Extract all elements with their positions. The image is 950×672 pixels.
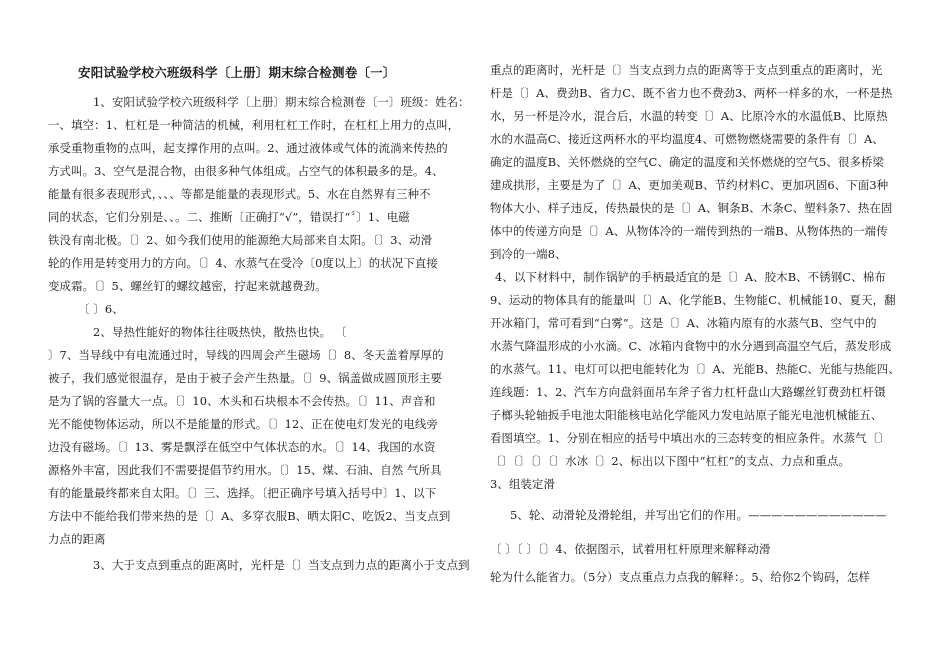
- text-line: 边没有磁场。〔〕13、雾是飘浮在低空中气体状态的水。〔〕14、我国的水资: [48, 440, 436, 454]
- text-line: 光不能使物体运动，所以不是能量的形式。〔〕12、正在使电灯发光的电线旁: [48, 417, 438, 431]
- text-line: 体中的传递方向是〔〕A、从物体冷的一端传到热的一端B、从物体热的一端传: [490, 224, 888, 238]
- text-line: 轮为什么能省力。（5分）支点重点力点我的解释：。5、给你2个钩码，怎样: [490, 570, 871, 584]
- text-line: 方法中不能给我们带来热的是〔〕A、多穿衣服B、晒太阳C、吃饭2、当支点到: [48, 509, 451, 523]
- text-line: 3、组装定滑: [490, 477, 556, 491]
- text-line: 同的状态，它们分别是、、。二、推断〔正确打“√”，错误打“〞〕1、电磁: [48, 210, 410, 224]
- text-line: 能量有很多表现形式，、、、等都是能量的表现形式。5、水在自然界有三种不: [48, 187, 431, 201]
- text-line: 是为了锅的容量大一点。〔〕10、木头和石块根本不会传热。〔〕11、声音和: [48, 394, 436, 408]
- text-line: 有的能量最终都来自太阳。〔〕三、选择。〔把正确序号填入括号中〕1、以下: [48, 486, 437, 500]
- text-line: 杆是〔〕A、费劲B、省力C、既不省力也不费劲3、两杯一样多的水，一杯是热: [490, 86, 893, 100]
- text-line: 确定的温度B、关怀燃烧的空气C、确定的温度和关怀燃烧的空气5、很多桥梁: [490, 155, 885, 169]
- document-title: 安阳试验学校六班级科学〔上册〕期末综合检测卷〔一〕: [78, 65, 396, 80]
- text-line: 看图填空。1、分别在相应的括号中填出水的三态转变的相应条件。水蒸气〔〕: [490, 431, 890, 445]
- text-line: 重点的距离时，光杆是〔〕当支点到力点的距离等于支点到重点的距离时，光: [490, 63, 883, 77]
- text-line: 一、填空：1、杠杠是一种简洁的机械，利用杠杠工作时，在杠杠上用力的点叫，: [48, 118, 460, 132]
- text-line: 2、导热性能好的物体往往吸热快，散热也快。 〔: [93, 325, 347, 339]
- text-line: 建成拱形，主要是为了〔〕A、更加美观B、节约材料C、更加巩固6、下面3种: [490, 178, 889, 192]
- text-line: 变成霜。〔〕5、螺丝钉的螺纹越密，拧起来就越费劲。: [48, 279, 327, 293]
- text-line: 方式叫。3、空气是混合物，由很多种气体组成。占空气的体积最多的是。4、: [48, 164, 444, 178]
- text-line: 源格外丰富，因此我们不需要提倡节约用水。〔〕15、煤、石油、自然 气所具: [48, 463, 442, 477]
- text-line: 轮的作用是转变用力的方向。〔〕4、水蒸气在受冷〔0度以上〕的状况下直接: [48, 256, 438, 270]
- text-line: 水，另一杯是冷水，混合后，水温的转变〔〕A、比原冷水的水温低B、比原热: [490, 109, 888, 123]
- text-line: 〔〕〔〕〔〕〔〕水冰〔〕2、标出以下图中“杠杠”的支点、力点和重点。: [490, 454, 851, 468]
- text-line: 〕7、当导线中有电流通过时，导线的四周会产生磁场〔〕8、冬天盖着厚厚的: [48, 348, 444, 362]
- text-line: 承受重物重物的点叫，起支撑作用的点叫。2、通过液体或气体的流淌来传热的: [48, 141, 448, 155]
- text-line: 9、运动的物体具有的能量叫〔〕A、化学能B、生物能C、机械能10、夏天，翻: [490, 293, 896, 307]
- text-line: 〔 〕6、: [78, 302, 124, 316]
- text-line: 连线题：1、2、汽车方向盘斜面吊车斧子省力杠杆盘山大路螺丝钉费劲杠杆镊: [490, 385, 886, 399]
- text-line: 到冷的一端8、: [490, 247, 567, 261]
- text-line: 铁没有南北极。〔〕2、如今我们使用的能源绝大局部来自太阳。〔〕3、动滑: [48, 233, 433, 247]
- text-line: 开冰箱门，常可看到“白雾”。这是〔〕A、冰箱内原有的水蒸气B、空气中的: [490, 316, 877, 330]
- text-line: 5、轮、动滑轮及滑轮组，并写出它们的作用。————————————: [510, 508, 887, 522]
- text-line: 4、以下材料中，制作锅铲的手柄最适宜的是〔〕A、胶木B、不锈钢C、棉布: [495, 270, 886, 284]
- text-line: 力点的距离: [48, 532, 106, 546]
- text-line: 水的水温高C、接近这两杯水的平均温度4、可燃物燃烧需要的条件有〔〕A、: [490, 132, 884, 146]
- text-line: 1、安阳试验学校六班级科学〔上册〕期末综合检测卷〔一〕班级：姓名：: [93, 95, 470, 109]
- text-line: 〔 〕〔 〕〔〕4、依据图示，试着用杠杆原理来解释动滑: [490, 542, 771, 556]
- text-line: 被子，我们感觉很温存，是由于被子会产生热量。〔〕9、锅盖做成圆顶形主要: [48, 371, 443, 385]
- text-line: 物体大小、样子违反，传热最快的是〔〕A、铜条B、木条C、塑料条7、热在固: [490, 201, 893, 215]
- text-line: 子榔头轮轴扳手电池太阳能核电站化学能风力发电站原子能光电池机械能五、: [490, 408, 883, 422]
- text-line: 3、大于支点到重点的距离时，光杆是〔〕当支点到力点的距离小于支点到: [93, 558, 470, 572]
- text-line: 水蒸气降温形成的小水滴。C、冰箱内食物中的水分遇到高温空气后，蒸发形成: [490, 339, 892, 353]
- text-line: 的水蒸气。11、电灯可以把电能转化为〔〕A、光能B、热能C、光能与热能四、: [490, 362, 900, 376]
